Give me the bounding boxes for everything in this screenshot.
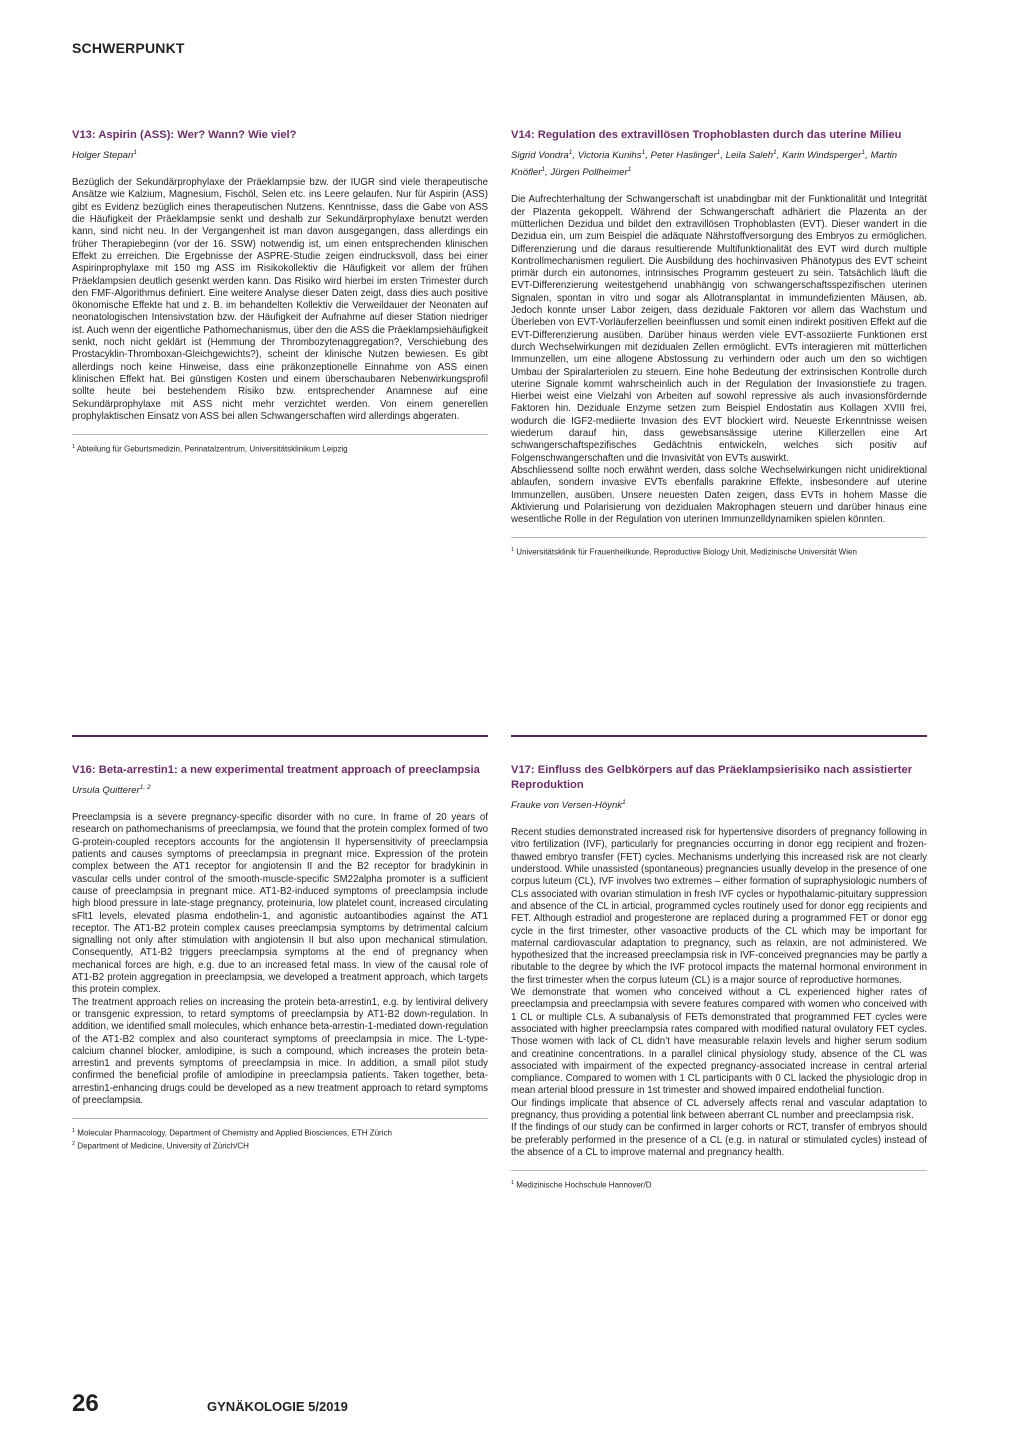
article-authors <box>72 146 488 163</box>
paragraph: We demonstrate that women who conceived without a CL experienced higher rates of preeclampsia and preeclampsia with severe features compared with women who conceived with 1 CL or multiple CLs. A subanalysis of FETs demonstrated that programmed FET cycles were associated with higher preeclampsia rates compared with modified natural ovulatory FET cycles. Those women with lack of CL didn’t have measurable relaxin levels and higher serum sodium and creatinine concentrations. In a parallel clinical physiology study, absence of the CL was associated with impairment of the expected pregnancy-associated increase in central arterial compliance. Compared to women with 1 CL participants with 0 CL lacked the physiologic drop in mean arterial blood pressure in 1st trimester and showed impaired endothelial function. <box>511 987 927 1097</box>
author-separator: , <box>865 150 871 162</box>
paragraph: Abschliessend sollte noch erwähnt werden, dass solche Wechselwirkungen nicht unidirektional ablaufen, sondern invasive EVTs ebenfalls parakrine Effekte, insbesondere auf uterine Immunzellen, ausüben. Unsere neuesten Daten zeigen, dass EVTs in hohem Masse die Aktivierung und Polarisierung von dezidualen Makrophagen steuern und darüber hinaus eine wesentliche Rolle in der Regulation von uterinen Immunzelldynamiken spielen könnten. <box>511 464 927 526</box>
paragraph: If the findings of our study can be confirmed in larger cohorts or RCT, transfer of embryos should be preferably performed in the presence of a CL (e.g. in natural or stimulated cycles) instead of the absence of a CL to improve maternal and pregnancy health. <box>511 1122 927 1158</box>
article-authors <box>511 796 927 813</box>
author-name: Karin Windsperger <box>782 150 862 162</box>
article-v17 <box>511 735 927 1191</box>
article-body <box>511 194 927 526</box>
journal-name: GYNÄKOLOGIE 5/2019 <box>207 1399 348 1414</box>
author-separator: , <box>720 150 726 162</box>
article-title: V13: Aspirin (ASS): Wer? Wann? Wie viel? <box>72 129 297 141</box>
footnote <box>72 1126 488 1151</box>
author-affiliation-sup: 1 <box>773 149 777 156</box>
article-v14 <box>511 128 927 558</box>
footnote-sup: 1 <box>511 1180 515 1187</box>
footnote <box>72 442 488 455</box>
author-affiliation-sup: 1 <box>568 149 573 156</box>
footnote <box>511 1178 927 1191</box>
author-affiliation-sup: 1, 2 <box>139 784 151 791</box>
paragraph: Die Aufrechterhaltung der Schwangerschaft ist unabdingbar mit der Funktionalität und Integrität der Plazenta gekoppelt. Während der Schwangerschaft adhäriert die Plazenta an der mütterlichen Dezidua und bildet den extravillösen Trophoblasten (EVT). Dieser wandert in die Dezidua ein, um zum Beispiel die adäquate Nährstoffversorgung des Embryos zu ermöglichen. Differenzierung und die daraus resultierende Multifunktionalität des EVT wird durch multiple Kontrollmechanismen reguliert. Die Ausbildung des hochinvasiven Phänotypus des EVT scheint primär durch ein autonomes, intrinsisches Programm gesteuert zu sein. Tatsächlich läuft die EVT-Differenzierung weitestgehend unabhängig von schwangerschaftsspezifischen uterinen Signalen, spontan in vitro und sogar als Allotransplantat in immundefizienten Mäusen, ab. Jedoch konnte unser Labor zeigen, dass deziduale Faktoren vor allem das Wachstum und Überleben von EVT-Vorläuferzellen beeinflussen und somit einen indirekt positiven Effekt auf die EVT-Differenzierung ausüben. Darüber hinaus werden viele EVT-assoziierte Funktionen erst durch Wechselwirkungen mit dezidualen Zellen ermöglicht. EVTs interagieren mit mütterlichen Immunzellen, um eine allogene Abstossung zu verhindern oder auch um den so wichtigen Umbau der Spiralarteriolen zu steuern. Eine hohe Bedeutung der extrinsischen Kontrolle durch uterine Signale kommt wahrscheinlich auch in der Regulation der Invasionstiefe zu tragen. Hierbei weist eine Vielzahl von Arbeiten auf sowohl repressive als auch invasionsfördernde Faktoren hin. Deziduale Enzyme setzen zum Beispiel Endostatin aus Kollagen XVIII frei, wodurch die IGF2-mediierte Invasion des EVT blockiert wird. Neueste Erkenntnisse weisen wiederum darauf hin, dass gewebsansässige uterine Killerzellen eine Art schwangerschaftspezifisches Gedächtnis entwickeln, welches sich positiv auf Folgenschwangerschaften und die Invasivität von EVTs auswirkt. <box>511 194 927 464</box>
article-title: V16: Beta-arrestin1: a new experimental treatment approach of preeclampsia <box>72 764 480 776</box>
paragraph: Recent studies demonstrated increased risk for hypertensive disorders of pregnancy following in vitro fertilization (IVF), particularly for pregnancies occurring in donor egg recipient and frozen-thawed embryo transfer (FET) cycles. Mechanisms underlying this increased risk are not clearly understood. While unassisted (spontaneous) pregnancies usually develop in the presence of one corpus luteum (CL), IVF involves two extremes – either formation of supraphysiologic numbers of CLs associated with ovarian stimulation in fresh IVF cycles or hypothalamic-pituitary suppression and absence of the CL in articial, programmed cycles routinely used for donor egg recipients and FET. Although estradiol and progesterone are replaced during a programmed FET or donor egg cycle in the first trimester, other vasoactive products of the CL which may be important for maternal cardiovascular adaptation to pregnancy, such as relaxin, are not administered. We hypothesized that the increased preeclampsia risk in IVF-conceived pregnancies may be partly a ributable to the degree by which the IVF protocol impacts the maternal hormonal environment in the first trimester when the corpus luteum (CL) is a major source of reproductive hormones. <box>511 827 927 986</box>
author-affiliation-sup: 1 <box>622 799 626 806</box>
article-authors <box>511 146 927 180</box>
article-v13 <box>72 128 488 455</box>
author-affiliation-sup: 1 <box>716 149 721 156</box>
footnote-sup: 1 <box>511 547 515 554</box>
article-authors <box>72 781 488 798</box>
author-affiliation-sup: 1 <box>861 149 866 156</box>
footnote-item <box>72 1126 488 1139</box>
author-name: Sigrid Vondra <box>511 150 569 162</box>
author-separator: , <box>545 167 551 179</box>
section-label: SCHWERPUNKT <box>72 40 185 56</box>
author-separator: , <box>572 150 578 162</box>
article-body <box>511 827 927 1159</box>
footnote-divider <box>511 1170 927 1171</box>
footnote-sup: 2 <box>72 1140 76 1147</box>
footnote-divider <box>72 1118 488 1119</box>
article-body <box>72 812 488 1107</box>
section-divider <box>72 735 488 737</box>
article-title: V17: Einfluss des Gelbkörpers auf das Präeklampsierisiko nach assistierter Reproduktion <box>511 764 913 791</box>
footnote-divider <box>511 537 927 538</box>
footnote-text: Department of Medicine, University of Zürich/CH <box>77 1141 249 1151</box>
author-affiliation-sup: 1 <box>541 166 546 174</box>
author-name: Peter Haslinger <box>650 150 717 162</box>
paragraph: Our findings implicate that absence of CL adversely affects renal and vascular adaptation to pregnancy, thus providing a potential link between aberrant CL number and preeclampsia risk. <box>511 1097 927 1122</box>
author-affiliation-sup: 1 <box>133 149 137 156</box>
footnote-text: Abteilung für Geburtsmedizin, Perinatalzentrum, Universitätsklinikum Leipzig <box>76 444 348 454</box>
footnote <box>511 545 927 558</box>
footnote-text: Medizinische Hochschule Hannover/D <box>516 1180 652 1190</box>
article-v16 <box>72 735 488 1152</box>
author-affiliation-sup: 1 <box>641 149 646 156</box>
author-name: Frauke von Versen-Höynk <box>511 800 623 812</box>
author-separator: , <box>645 150 651 162</box>
footnote-sup: 1 <box>72 444 76 451</box>
author-separator: , <box>776 150 783 162</box>
author-name: Martin Knöfler <box>511 150 898 179</box>
author-name: Leila Saleh <box>725 150 774 162</box>
article-body <box>72 177 488 423</box>
section-divider <box>511 735 927 737</box>
paragraph: The treatment approach relies on increasing the protein beta-arrestin1, e.g. by lentiviral delivery or transgenic expression, to retard symptoms of preeclampsia by AT1-B2 down-regulation. In addition, we identified small molecules, which enhance beta-arrestin-1-mediated down-regulation of the AT1-B2 complex and also counteract symptoms of preeclampsia in mice. The L-type-calcium channel blocker, amlodipine, is such a compound, which increases the protein beta-arrestin1 and prevents symptoms of preeclampsia in mice. In addition, a small pilot study confirmed the beneficial profile of amlodipine in preeclampsia patients. Taken together, beta-arrestin1-enhancing drugs could be developed as a new treatment approach to retard symptoms of preeclampsia. <box>72 996 488 1107</box>
author-name: Holger Stepan <box>72 150 134 162</box>
author-name: Victoria Kunihs <box>577 150 642 162</box>
paragraph: Bezüglich der Sekundärprophylaxe der Präeklampsie bzw. der IUGR sind viele therapeutische Ansätze wie Kalzium, Magnesium, Fischöl, Selen etc. ins Leere gelaufen. Nur für Aspirin (ASS) gibt es Evidenz bezüglich eines therapeutischen Nutzens. Kenntnisse, dass die Gabe von ASS die Häufigkeit der Präeklampsie senkt und deshalb zur Sekundärprophylaxe benutzt werden kann, sind nicht neu. In der Vergangenheit ist man davon ausgegangen, dass allerdings ein früher Therapiebeginn (vor der 16. SSW) notwendig ist, um einen entsprechenden klinischen Effekt zu erreichen. Die Ergebnisse der ASPRE-Studie zeigen eindrucksvoll, dass bei einer Aspirinprophylaxe mit 150 mg ASS im Risikokollektiv die Häufigkeit vor allem der frühen Präeklampsien deutlich gesenkt werden kann. Das Risiko wird hierbei im ersten Trimester durch den FMF-Algorithmus definiert. Eine weitere Analyse dieser Daten zeigt, dass dies auch positive ökonomische Effekte hat und z. B. im behandelten Kollektiv die Verweildauer der Neonaten auf neonatologischen Intensivstation bzw. der Häufigkeit der Aufnahme auf dieser Station niedriger ist. Auch wenn der eigentliche Pathomechanismus, über den die ASS die Präeklampsiehäufigkeit senkt, noch nicht geklärt ist (Hemmung der Thrombozytenaggregation?, Verschiebung des Prostacyklin-Thromboxan-Gleichgewichts?), scheint der klinische Nutzen bewiesen. Es gibt allerdings noch keine Hinweise, dass eine präkonzeptionelle Einnahme von ASS einen klinischen Effekt hat. Bei günstigen Kosten und einem überschaubaren Nebenwirkungsprofil sollte heute bei bestehendem Risiko bzw. entsprechender Anamnese auf eine Sekundärprophylaxe mit ASS nicht mehr verzichtet werden. Von einem generellen prophylaktischen Einsatz von ASS bei allen Schwangerschaften wird allerdings abgeraten. <box>72 177 488 422</box>
article-title: V14: Regulation des extravillösen Trophoblasten durch das uterine Milieu <box>511 129 902 141</box>
footnote-item <box>72 1139 488 1152</box>
author-affiliation-sup: 1 <box>627 166 632 174</box>
footnote-sup: 1 <box>72 1128 76 1135</box>
presenting-author: Jürgen Pollheimer <box>550 167 628 179</box>
author-name: Ursula Quitterer <box>72 785 140 797</box>
footnote-divider <box>72 434 488 435</box>
footnote-text: Molecular Pharmacology, Department of Chemistry and Applied Biosciences, ETH Zürich <box>77 1128 392 1138</box>
page-number: 26 <box>72 1390 99 1417</box>
footnote-text: Universitätsklinik für Frauenheilkunde, Reproductive Biology Unit, Medizinische Universität Wien <box>516 548 857 558</box>
paragraph: Preeclampsia is a severe pregnancy-specific disorder with no cure. In frame of 20 years of research on pathomechanisms of preeclampsia, we found that the protein complex formed of two G-protein-coupled receptors accounts for the angiotensin II hypersensitivity of preeclampsia patients and causes symptoms of preeclampsia in pregnant mice. Expression of the protein complex between the AT1 receptor for angiotensin II and the B2 receptor for bradykinin in vascular cells under control of the smooth-muscle-specific SM22alpha promoter is a sufficient cause of preeclampsia in pregnant mice. AT1-B2-induced symptoms of preeclampsia include high blood pressure in late-stage pregnancy, proteinuria, low platelet count, increased circulating sFlt1 levels, elevated plasma endothelin-1, and agonistic autoantibodies against the AT1 receptor. The AT1-B2 protein complex causes preeclampsia symptoms by detrimental calcium signalling not only after stimulation with angiotensin II but also upon mechanical stimulation. Consequently, AT1-B2 triggers preeclampsia symptoms at the end of pregnancy when mechanical forces are high, e.g. due to an increased fetal mass. In view of the causal role of AT1-B2 protein aggregation in preeclampsia, we developed a treatment approach, which targets this protein complex. <box>72 812 488 996</box>
